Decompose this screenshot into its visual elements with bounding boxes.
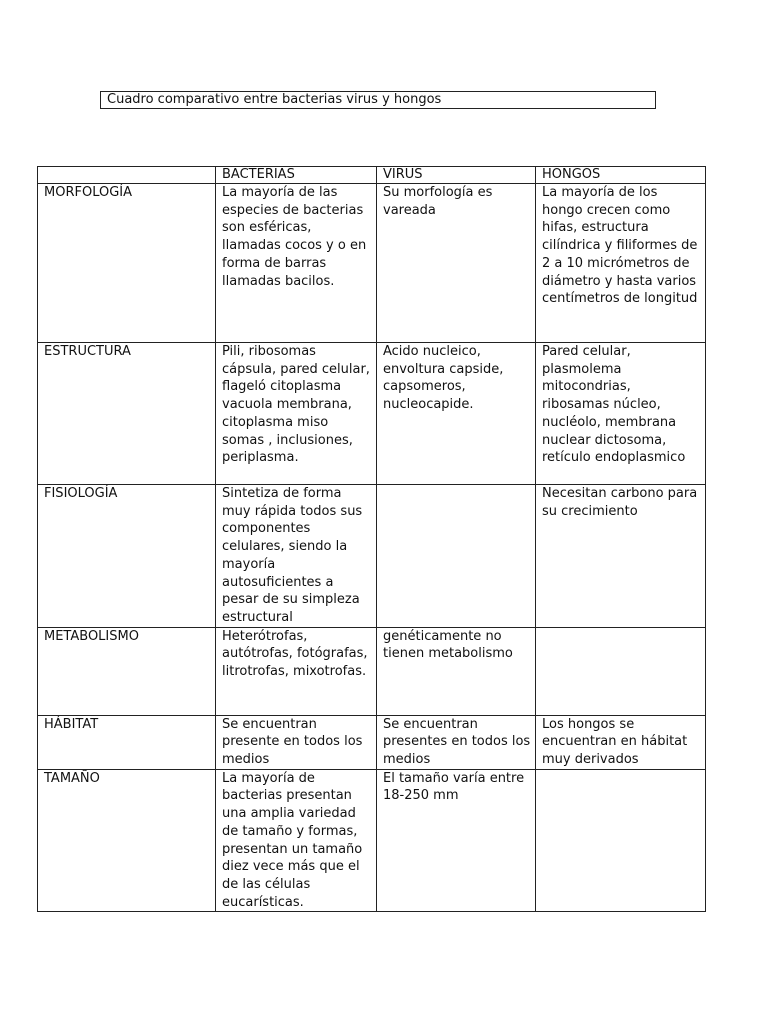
cell-virus: Su morfología es vareada — [377, 184, 536, 343]
comparison-table — [37, 166, 706, 912]
cell-hongos: Necesitan carbono para su crecimiento — [536, 485, 706, 628]
table-header-row — [38, 167, 706, 184]
row-label: FISIOLOGÍA — [38, 485, 216, 628]
table-row-fisiologia — [38, 485, 706, 628]
row-label: HÁBITAT — [38, 715, 216, 769]
row-label: TAMAÑO — [38, 769, 216, 912]
cell-hongos — [536, 627, 706, 715]
header-cell-empty — [38, 167, 216, 184]
table-row-habitat — [38, 715, 706, 769]
cell-bacterias: Sintetiza de forma muy rápida todos sus componentes celulares, siendo la mayoría autosuficientes a pesar de su simpleza estructural — [216, 485, 377, 628]
header-cell-bacterias: BACTERIAS — [216, 167, 377, 184]
header-cell-hongos: HONGOS — [536, 167, 706, 184]
cell-hongos: Pared celular, plasmolema mitocondrias, ribosamas núcleo, nucléolo, membrana nuclear dictosoma, retículo endoplasmico — [536, 343, 706, 485]
document-title: Cuadro comparativo entre bacterias virus y hongos — [100, 91, 656, 109]
cell-virus: Se encuentran presentes en todos los medios — [377, 715, 536, 769]
cell-bacterias: Heterótrofas, autótrofas, fotógrafas, litrotrofas, mixotrofas. — [216, 627, 377, 715]
cell-bacterias: La mayoría de las especies de bacterias son esféricas, llamadas cocos y o en forma de barras llamadas bacilos. — [216, 184, 377, 343]
cell-virus: Acido nucleico, envoltura capside, capsomeros, nucleocapide. — [377, 343, 536, 485]
cell-virus: El tamaño varía entre 18-250 mm — [377, 769, 536, 912]
table-row-morfologia — [38, 184, 706, 343]
cell-bacterias: Pili, ribosomas cápsula, pared celular, flageló citoplasma vacuola membrana, citoplasma miso somas , inclusiones, periplasma. — [216, 343, 377, 485]
row-label: MORFOLOGÍA — [38, 184, 216, 343]
cell-hongos: Los hongos se encuentran en hábitat muy derivados — [536, 715, 706, 769]
row-label: ESTRUCTURA — [38, 343, 216, 485]
table-row-metabolismo — [38, 627, 706, 715]
cell-hongos: La mayoría de los hongo crecen como hifas, estructura cilíndrica y filiformes de 2 a 10 micrómetros de diámetro y hasta varios centímetros de longitud — [536, 184, 706, 343]
table-row-estructura — [38, 343, 706, 485]
table-row-tamano — [38, 769, 706, 912]
cell-bacterias: Se encuentran presente en todos los medios — [216, 715, 377, 769]
cell-virus — [377, 485, 536, 628]
header-cell-virus: VIRUS — [377, 167, 536, 184]
cell-bacterias: La mayoría de bacterias presentan una amplia variedad de tamaño y formas, presentan un tamaño diez vece más que el de las células eucarísticas. — [216, 769, 377, 912]
cell-hongos — [536, 769, 706, 912]
cell-virus: genéticamente no tienen metabolismo — [377, 627, 536, 715]
row-label: METABOLISMO — [38, 627, 216, 715]
